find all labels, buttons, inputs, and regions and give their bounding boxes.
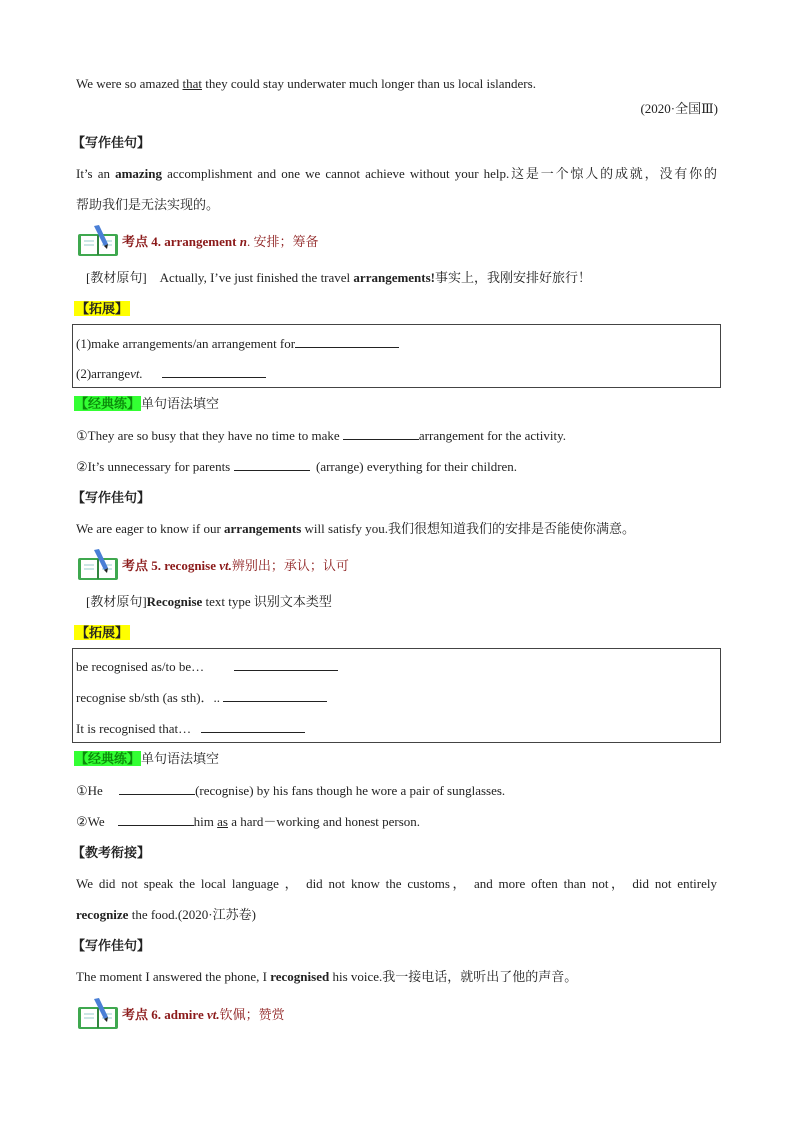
extension-row: be recognised as/to be… xyxy=(76,658,338,675)
book-pencil-icon xyxy=(76,997,120,1031)
question-1: ①They are so busy that they have no time to make arrangement for the activity. xyxy=(76,428,567,443)
extension-row: It is recognised that… xyxy=(76,720,305,737)
answer-blank[interactable] xyxy=(234,458,310,471)
exam-link-heading: 【教考衔接】 xyxy=(72,845,151,860)
answer-blank[interactable] xyxy=(118,813,194,826)
writing-heading: 【写作佳句】 xyxy=(72,938,151,953)
answer-blank[interactable] xyxy=(119,782,195,795)
answer-blank[interactable] xyxy=(234,658,338,671)
example-text: they could stay underwater much longer than us local islanders. xyxy=(202,76,536,91)
extension-row: recognise sb/sth (as sth)．.. xyxy=(76,689,327,706)
question-2: ②We him as a hard－working and honest person. xyxy=(76,814,421,829)
extension-box xyxy=(72,648,721,743)
source-citation: (2020·全国Ⅲ) xyxy=(640,101,718,116)
point-6-title: 考点 6. admire vt.钦佩；赞赏 xyxy=(122,1007,285,1022)
question-1: ①He (recognise) by his fans though he wore a pair of sunglasses. xyxy=(76,783,506,798)
extension-row: (2)arrangevt. xyxy=(76,365,266,382)
book-pencil-icon xyxy=(76,548,120,582)
writing-sentence: The moment I answered the phone, I recognised his voice.我一接电话，就听出了他的声音。 xyxy=(76,969,578,984)
answer-blank[interactable] xyxy=(295,335,399,348)
extension-row: (1)make arrangements/an arrangement for xyxy=(76,335,399,352)
extension-label: 【拓展】 xyxy=(76,301,129,316)
exam-link-sentence: We did not speak the local language ， did not know the customs， and more often than not， did not entirely xyxy=(76,876,717,891)
point-5-title: 考点 5. recognise vt.辨别出；承认；认可 xyxy=(122,558,349,573)
extension-label: 【拓展】 xyxy=(76,625,129,640)
extension-box xyxy=(72,324,721,388)
writing-sentence: We are eager to know if our arrangements will satisfy you.我们很想知道我们的安排是否能使你满意。 xyxy=(76,521,635,536)
practice-heading: 【经典练】单句语法填空 xyxy=(75,396,220,411)
writing-sentence: It’s an amazing accomplishment and one we cannot achieve without your help.这是一个惊人的成就，没有你的 xyxy=(76,166,717,181)
textbook-sentence: [教材原句]Recognise text type 识别文本类型 xyxy=(86,594,332,609)
example-text: We were so amazed xyxy=(76,76,183,91)
writing-heading: 【写作佳句】 xyxy=(72,490,151,505)
answer-blank[interactable] xyxy=(223,689,327,702)
question-2: ②It’s unnecessary for parents (arrange) everything for their children. xyxy=(76,459,518,474)
answer-blank[interactable] xyxy=(343,427,419,440)
underlined-word: that xyxy=(182,76,203,91)
point-4-title: 考点 4. arrangement n. 安排；筹备 xyxy=(122,234,319,249)
example-sentence xyxy=(76,76,536,92)
practice-heading: 【经典练】单句语法填空 xyxy=(75,751,220,766)
textbook-sentence: [教材原句] Actually, I’ve just finished the travel arrangements!事实上，我刚安排好旅行！ xyxy=(86,270,592,285)
exam-link-sentence-cont: recognize the food.(2020·江苏卷) xyxy=(76,907,256,922)
writing-sentence-cont: 帮助我们是无法实现的。 xyxy=(76,197,220,212)
answer-blank[interactable] xyxy=(162,365,266,378)
book-pencil-icon xyxy=(76,224,120,258)
answer-blank[interactable] xyxy=(201,720,305,733)
writing-heading: 【写作佳句】 xyxy=(72,135,151,150)
